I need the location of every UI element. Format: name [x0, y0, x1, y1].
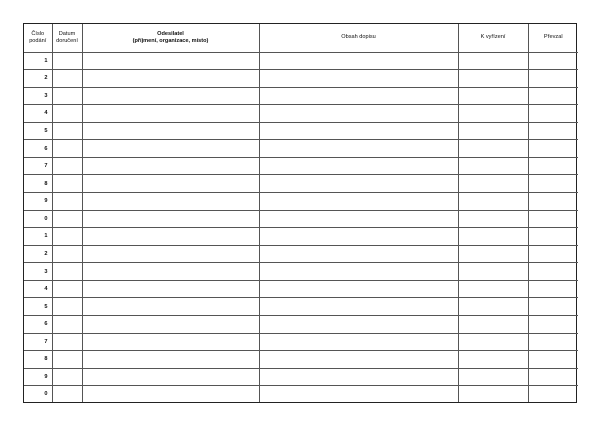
vyrizeni-cell[interactable]: [458, 351, 528, 369]
prevzal-cell[interactable]: [528, 280, 578, 298]
prevzal-cell[interactable]: [528, 193, 578, 211]
odesilatel-cell[interactable]: [82, 245, 259, 263]
odesilatel-cell[interactable]: [82, 70, 259, 88]
odesilatel-cell[interactable]: [82, 157, 259, 175]
vyrizeni-cell[interactable]: [458, 87, 528, 105]
register-body: [24, 52, 578, 402]
prevzal-cell[interactable]: [528, 157, 578, 175]
row-number: 5: [24, 298, 52, 316]
obsah-cell[interactable]: [259, 52, 458, 70]
odesilatel-cell[interactable]: [82, 351, 259, 369]
row-number: 9: [24, 368, 52, 386]
prevzal-cell[interactable]: [528, 333, 578, 351]
prevzal-cell[interactable]: [528, 87, 578, 105]
vyrizeni-cell[interactable]: [458, 210, 528, 228]
odesilatel-cell[interactable]: [82, 280, 259, 298]
table-row: [24, 386, 578, 402]
table-row: [24, 175, 578, 193]
vyrizeni-cell[interactable]: [458, 386, 528, 402]
prevzal-cell[interactable]: [528, 263, 578, 281]
datum-cell[interactable]: [52, 70, 82, 88]
prevzal-cell[interactable]: [528, 228, 578, 246]
datum-cell[interactable]: [52, 280, 82, 298]
table-row: [24, 351, 578, 369]
odesilatel-cell[interactable]: [82, 263, 259, 281]
prevzal-cell[interactable]: [528, 140, 578, 158]
row-number: 8: [24, 351, 52, 369]
datum-cell[interactable]: [52, 210, 82, 228]
vyrizeni-cell[interactable]: [458, 298, 528, 316]
odesilatel-cell[interactable]: [82, 140, 259, 158]
header-row: [24, 24, 578, 52]
vyrizeni-cell[interactable]: [458, 157, 528, 175]
obsah-cell[interactable]: [259, 280, 458, 298]
obsah-cell[interactable]: [259, 157, 458, 175]
prevzal-cell[interactable]: [528, 368, 578, 386]
odesilatel-cell[interactable]: [82, 175, 259, 193]
header-obsah-dopisu: Obsah dopisu: [259, 24, 458, 52]
table-row: [24, 52, 578, 70]
prevzal-cell[interactable]: [528, 245, 578, 263]
row-number: 3: [24, 263, 52, 281]
row-number: 6: [24, 140, 52, 158]
prevzal-cell[interactable]: [528, 52, 578, 70]
row-number: 4: [24, 105, 52, 123]
row-number: 3: [24, 87, 52, 105]
vyrizeni-cell[interactable]: [458, 263, 528, 281]
table-row: [24, 333, 578, 351]
prevzal-cell[interactable]: [528, 175, 578, 193]
odesilatel-cell[interactable]: [82, 52, 259, 70]
odesilatel-cell[interactable]: [82, 193, 259, 211]
vyrizeni-cell[interactable]: [458, 52, 528, 70]
row-number: 1: [24, 228, 52, 246]
odesilatel-cell[interactable]: [82, 228, 259, 246]
odesilatel-cell[interactable]: [82, 105, 259, 123]
header-odesilatel: Odesilatel (příjmení, organizace, místo): [82, 24, 259, 52]
row-number: 4: [24, 280, 52, 298]
obsah-cell[interactable]: [259, 298, 458, 316]
header-cislo-podani: Číslo podání: [24, 24, 52, 52]
obsah-cell[interactable]: [259, 228, 458, 246]
datum-cell[interactable]: [52, 157, 82, 175]
datum-cell[interactable]: [52, 52, 82, 70]
table-row: [24, 140, 578, 158]
datum-cell[interactable]: [52, 87, 82, 105]
odesilatel-cell[interactable]: [82, 368, 259, 386]
row-number: 7: [24, 157, 52, 175]
table-row: [24, 210, 578, 228]
row-number: 0: [24, 210, 52, 228]
obsah-cell[interactable]: [259, 105, 458, 123]
vyrizeni-cell[interactable]: [458, 333, 528, 351]
table-row: [24, 298, 578, 316]
odesilatel-cell[interactable]: [82, 333, 259, 351]
vyrizeni-cell[interactable]: [458, 122, 528, 140]
obsah-cell[interactable]: [259, 193, 458, 211]
prevzal-cell[interactable]: [528, 298, 578, 316]
table-row: [24, 245, 578, 263]
vyrizeni-cell[interactable]: [458, 140, 528, 158]
odesilatel-cell[interactable]: [82, 298, 259, 316]
register-table: [24, 24, 578, 402]
prevzal-cell[interactable]: [528, 122, 578, 140]
table-row: [24, 368, 578, 386]
table-row: [24, 105, 578, 123]
vyrizeni-cell[interactable]: [458, 105, 528, 123]
vyrizeni-cell[interactable]: [458, 70, 528, 88]
table-row: [24, 157, 578, 175]
prevzal-cell[interactable]: [528, 351, 578, 369]
prevzal-cell[interactable]: [528, 210, 578, 228]
vyrizeni-cell[interactable]: [458, 315, 528, 333]
prevzal-cell[interactable]: [528, 105, 578, 123]
datum-cell[interactable]: [52, 386, 82, 402]
datum-cell[interactable]: [52, 333, 82, 351]
table-row: [24, 263, 578, 281]
table-row: [24, 315, 578, 333]
vyrizeni-cell[interactable]: [458, 175, 528, 193]
datum-cell[interactable]: [52, 351, 82, 369]
odesilatel-cell[interactable]: [82, 122, 259, 140]
prevzal-cell[interactable]: [528, 386, 578, 402]
vyrizeni-cell[interactable]: [458, 228, 528, 246]
obsah-cell[interactable]: [259, 245, 458, 263]
header-datum-doruceni: Datum doručení: [52, 24, 82, 52]
row-number: 9: [24, 193, 52, 211]
datum-cell[interactable]: [52, 298, 82, 316]
obsah-cell[interactable]: [259, 351, 458, 369]
datum-cell[interactable]: [52, 368, 82, 386]
datum-cell[interactable]: [52, 193, 82, 211]
row-number: 2: [24, 245, 52, 263]
row-number: 8: [24, 175, 52, 193]
datum-cell[interactable]: [52, 315, 82, 333]
odesilatel-cell[interactable]: [82, 386, 259, 402]
row-number: 1: [24, 52, 52, 70]
row-number: 6: [24, 315, 52, 333]
table-row: [24, 193, 578, 211]
row-number: 0: [24, 386, 52, 402]
obsah-cell[interactable]: [259, 140, 458, 158]
odesilatel-cell[interactable]: [82, 210, 259, 228]
obsah-cell[interactable]: [259, 315, 458, 333]
table-row: [24, 70, 578, 88]
datum-cell[interactable]: [52, 263, 82, 281]
prevzal-cell[interactable]: [528, 315, 578, 333]
obsah-cell[interactable]: [259, 87, 458, 105]
header-prevzal: Převzal: [528, 24, 578, 52]
datum-cell[interactable]: [52, 245, 82, 263]
row-number: 5: [24, 122, 52, 140]
datum-cell[interactable]: [52, 175, 82, 193]
obsah-cell[interactable]: [259, 263, 458, 281]
obsah-cell[interactable]: [259, 210, 458, 228]
odesilatel-cell[interactable]: [82, 87, 259, 105]
odesilatel-cell[interactable]: [82, 315, 259, 333]
vyrizeni-cell[interactable]: [458, 193, 528, 211]
obsah-cell[interactable]: [259, 175, 458, 193]
row-number: 2: [24, 70, 52, 88]
table-row: [24, 228, 578, 246]
prevzal-cell[interactable]: [528, 70, 578, 88]
vyrizeni-cell[interactable]: [458, 368, 528, 386]
datum-cell[interactable]: [52, 140, 82, 158]
table-row: [24, 122, 578, 140]
obsah-cell[interactable]: [259, 70, 458, 88]
obsah-cell[interactable]: [259, 122, 458, 140]
header-k-vyrizeni: K vyřízení: [458, 24, 528, 52]
table-row: [24, 87, 578, 105]
register-sheet: [23, 23, 577, 403]
table-row: [24, 280, 578, 298]
datum-cell[interactable]: [52, 105, 82, 123]
datum-cell[interactable]: [52, 122, 82, 140]
obsah-cell[interactable]: [259, 333, 458, 351]
vyrizeni-cell[interactable]: [458, 280, 528, 298]
obsah-cell[interactable]: [259, 386, 458, 402]
datum-cell[interactable]: [52, 228, 82, 246]
row-number: 7: [24, 333, 52, 351]
obsah-cell[interactable]: [259, 368, 458, 386]
vyrizeni-cell[interactable]: [458, 245, 528, 263]
